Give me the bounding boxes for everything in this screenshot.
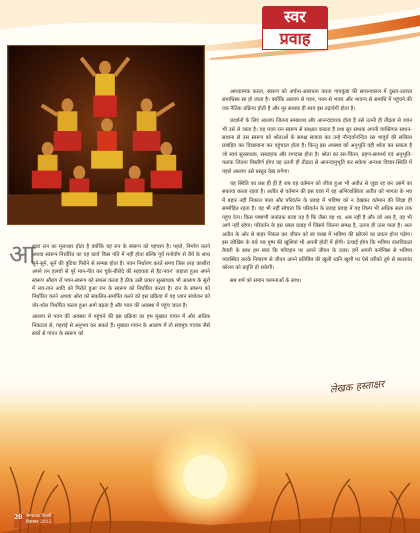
author-signature: लेखक हस्ताक्षर bbox=[329, 379, 385, 396]
footer-line-1: सम्पादक दिल्ली bbox=[26, 514, 52, 519]
left-paragraph-2: आलाप से पवन की अवस्था में पहुंचने की इस प्रक्रिया का हम मुख्यत गायन में और अधिक निकटता से, गहराई से अनुभव कर सकते हैं। मुख्यत गायन के आलाप में तो सचमुच गायक जैसे स्वरों से गायन के स्वरूप को bbox=[32, 314, 210, 338]
drop-cap-letter: आ bbox=[9, 240, 36, 270]
right-paragraph-1: आध्यात्मक करता, स्वरूप को अर्चना-आराधना करता गायकुंडा की साधनाकाल में दुस्ता-उतरता समाधिस्थ सा हो जाता है। क्योंकि आलाप से पवन, पवन से भाव्य और भावन्य से समाधि में पहुंचने की एक नैतिक प्रक्रिया होती है और मुर साधक ही स्वयं इस तद्रावेगी होता है। bbox=[222, 89, 412, 112]
page-number: 20 bbox=[14, 514, 23, 521]
article-left-column bbox=[32, 243, 210, 341]
footer-line-2: दिसम्बर 2012 bbox=[26, 520, 52, 525]
magazine-section-logo bbox=[262, 6, 328, 52]
article-right-column bbox=[222, 88, 412, 289]
logo-line-2: प्रवाह bbox=[262, 28, 328, 50]
right-paragraph-3: यह स्थिति का प्रश्न ही ही है जब वह वर्तमान को जीता हुआ भी अतीत से जुड़ा रह कर उसमें का सकाया करता रहता है। अतीत से वर्तमान की इस यात्रा में वह अभिव्यक्तिता अतीत को भागता के भव में बहार नहीं निकाल पाता और परिवर्तन के प्रवाह में भविष्य को न देखकर वर्तमान की जिज्ञा ही सम्मोहित रहता है। यह भी नहीं सोचता कि परिवर्तन के प्रवाह प्रवाह में यह शिल्प भी अधिक सत्य तक पहुंच देना। किस पाषाणी जनांतक बत्या यह है कि जैसा वह था, अब नहीं है और जो अब है, वह भी आगे नहीं रहेगा। परिवर्तन के इस प्रबल प्रवाह में जिसने जितना समक्ष है, उतना ही उतर पाता है। अतः अतीत के ओर से बाहर निकल कर जीवन को स्व परख में भविष्य की खोजने का प्रयत्न होना पड़ेगा। इस जोखिम के बारे पब पुष्प की खुशियां भी अपनी होती में होगी। ऊंचाई होगा कि भविष्य वालविकता तैयारी के साथ हम स्वयं कि परिवहन पर अपने जीवन के उत्तर। हमें अपनी कर्मनिष्ठा से भविष्य व्यवस्थित करके निवारण से जीवन अपने प्रतिबिंब की खुली ध्वनि खुशी पर ऐसे तरीको तुमे से बातशांत कोलन को प्रवृत्ति हो सकेगी। bbox=[222, 181, 412, 272]
right-paragraph-2: प्रदर्शनों के लिए आलाप जितना समग्रयथ और आनन्ददायक होता है उसे उतनी ही तीव्रता से ध्यान भी उसे ले जाता है। यह पवन रान स्वरूप से साक्षात कराता है तथा सुर साधक अपनी व्यक्तिगत साधन-साधना से उस स्वरूप को श्रोताओं के समक्ष साकार कर उन्हे नौन्दर्यानन्दित रस भावुर्य की सलिला प्रवाहित कर विच्छवाना कर पहुंचाता होता है। किन्तु इस अवस्था को अनुभूति वही श्रोता कर सकता है जो स्वयं सुरसाधक, रसग्राहक और रागदास होता है। श्रोता का रस-चिंतन, ग्रहण-सामर्थ्य एवं अनुभूति-फलक जितना विस्तीर्ण होगा वह उतनी ही तीव्रता से आनन्दानुभूति कर सकेगा अन्यथा विचार-स्थिति में पहले आलाप उसे प्रस्तुत देख लगेगा। bbox=[222, 118, 412, 175]
logo-line-1: स्वर bbox=[262, 6, 328, 28]
drop-cap bbox=[9, 240, 36, 270]
dance-performance-photo bbox=[7, 45, 205, 225]
left-paragraph-1: शारा रान का मूलाधार होता है क्योंकि यह रान के स्वरूप को पहचान है। पहले, निर्माण करने अथवा स्वरूप निर्धारित का यह कार्य किस गति में नहीं होता बल्कि पूर्व मनोयोग से धैर्य के साथ सुने-सुने, सुनें की त्रुटिया पिरोने से सम्पन्न होता है। पवन निर्धारण करते समय जिस तरह काशीरा अपने तन हलचों से पूरे मान-नीत कर चुके-बीरोदे की सहायता से हैट-पवन' जहाता हुआ अपने स्वरूप औराग रों पवन-स्वरूप को सफल करता है ठीक उसी प्रकार सुरसाधक भी आलाप के सुरों में लय-तान आदि को पिरोते हुआ रान के स्वरूप को निर्धारित करता है। रान के स्वरूप को निर्धारित करने अथवा ओरा को संकलित-समर्पित करने को इस प्रक्रिया में यह ध्यान संयोजन को योर-थोरा निर्धारित करता हुआ आगे बढ़ता है और पवन की अवस्था में पहुंच जाता है। bbox=[32, 244, 210, 309]
footer-publication bbox=[26, 514, 51, 526]
right-paragraph-4: सब शर्म को समान कामनाओं के साथ। bbox=[230, 277, 302, 284]
